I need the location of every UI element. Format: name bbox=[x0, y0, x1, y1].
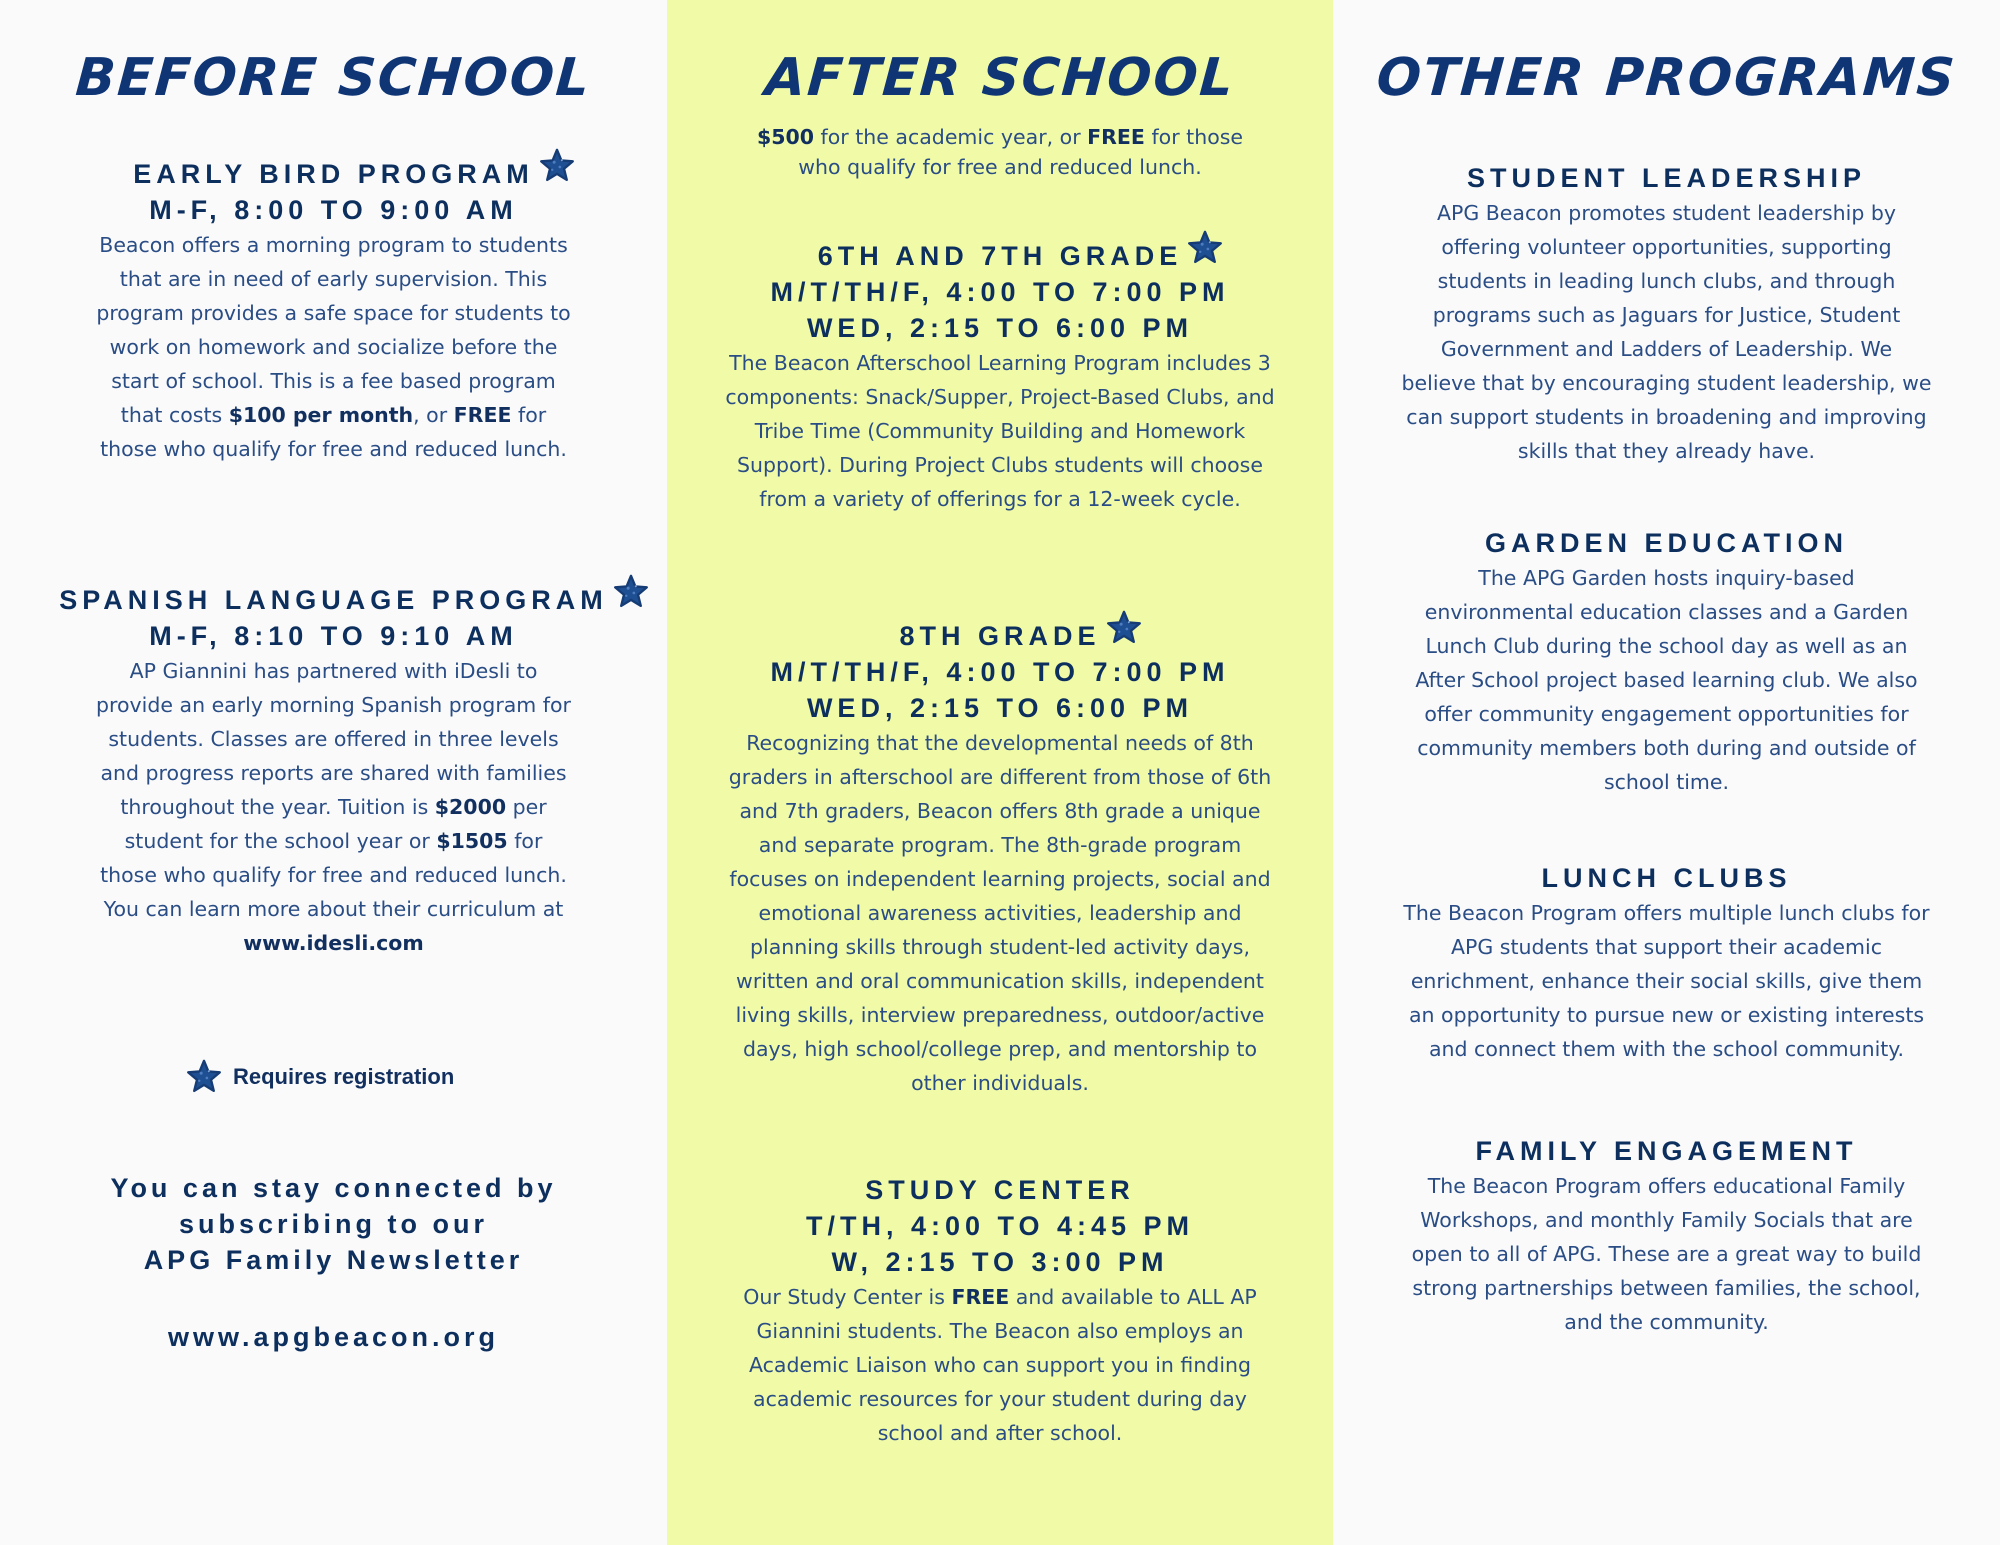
newsletter-line-3: APG Family Newsletter bbox=[143, 1245, 524, 1275]
registration-note bbox=[185, 1058, 454, 1096]
family-engagement-title: FAMILY ENGAGEMENT bbox=[1475, 1136, 1858, 1166]
spanish-section bbox=[0, 582, 667, 960]
family-engagement-section bbox=[1333, 1133, 2000, 1339]
grade-6-7-title: 6TH AND 7TH GRADE bbox=[817, 241, 1183, 271]
early-bird-title: EARLY BIRD PROGRAM bbox=[133, 159, 534, 189]
leadership-description: APG Beacon promotes student leadership by offering volunteer opportunities, supporting students in leading lunch clubs, and through programs such as Jaguars for Justice, Student Government and Ladders of Leadership. We believe that by encouraging student leadership, we can support students in broadening and improving skills that they already have. bbox=[1401, 201, 1932, 463]
column-other-programs bbox=[1333, 0, 2000, 1545]
spanish-description bbox=[94, 654, 574, 960]
early-bird-text-3: for those who qualify for free and reduced lunch. bbox=[100, 403, 567, 461]
after-school-title: AFTER SCHOOL bbox=[763, 48, 1237, 108]
spanish-title: SPANISH LANGUAGE PROGRAM bbox=[59, 585, 608, 615]
spanish-price-full: $2000 bbox=[434, 795, 507, 819]
garden-title: GARDEN EDUCATION bbox=[1485, 528, 1848, 558]
leadership-section bbox=[1333, 160, 2000, 468]
after-school-intro bbox=[740, 122, 1260, 182]
early-bird-text-2: , or bbox=[413, 403, 454, 427]
registration-star-icon bbox=[612, 573, 650, 611]
lunch-clubs-title: LUNCH CLUBS bbox=[1541, 863, 1792, 893]
newsletter-line-2: subscribing to our bbox=[178, 1209, 488, 1239]
spanish-price-reduced: $1505 bbox=[436, 829, 508, 853]
grade-8-time-2: WED, 2:15 TO 6:00 PM bbox=[806, 693, 1194, 723]
garden-section bbox=[1333, 525, 2000, 799]
lunch-clubs-section bbox=[1333, 860, 2000, 1066]
registration-star-icon bbox=[1186, 229, 1224, 267]
before-school-title: BEFORE SCHOOL bbox=[73, 48, 594, 108]
grade-8-time-1: M/T/TH/F, 4:00 TO 7:00 PM bbox=[770, 657, 1230, 687]
leadership-title: STUDENT LEADERSHIP bbox=[1466, 163, 1867, 193]
garden-description: The APG Garden hosts inquiry-based environmental education classes and a Garden Lunch Club during the school day as well as an After School project based learning club. We also offer community engagement opportunities for community members both during and outside of school time. bbox=[1415, 566, 1918, 794]
column-after-school bbox=[667, 0, 1333, 1545]
early-bird-section bbox=[0, 156, 667, 466]
grade-6-7-description: The Beacon Afterschool Learning Program includes 3 components: Snack/Supper, Project-Based Clubs, and Tribe Time (Community Building and Homework Support). During Project Clubs students will choose from a variety of offerings for a 12-week cycle. bbox=[725, 351, 1275, 511]
grade-6-7-time-1: M/T/TH/F, 4:00 TO 7:00 PM bbox=[770, 277, 1230, 307]
spanish-text-1: AP Giannini has partnered with iDesli to provide an early morning Spanish program for students. Classes are offered in three levels and progress reports are shared with families throughout the year. Tuition is bbox=[96, 659, 571, 819]
study-center-description bbox=[730, 1280, 1270, 1450]
grade-6-7-time-2: WED, 2:15 TO 6:00 PM bbox=[806, 313, 1194, 343]
intro-text-2: for those who qualify for free and reduced lunch. bbox=[798, 125, 1244, 179]
study-text-2: and available to ALL AP Giannini students. The Beacon also employs an Academic Liaison who can support you in finding academic resources for your student during day school and after school. bbox=[748, 1285, 1257, 1445]
early-bird-price: $100 per month bbox=[228, 403, 414, 427]
after-school-free: FREE bbox=[1087, 125, 1145, 149]
column-before-school bbox=[0, 0, 667, 1545]
study-center-section bbox=[667, 1172, 1333, 1450]
star-icon bbox=[185, 1058, 223, 1096]
study-text-1: Our Study Center is bbox=[743, 1285, 952, 1309]
website-link[interactable]: www.apgbeacon.org bbox=[167, 1322, 500, 1352]
newsletter-line-1: You can stay connected by bbox=[110, 1173, 557, 1203]
study-center-time-2: W, 2:15 TO 3:00 PM bbox=[831, 1247, 1169, 1277]
grade-8-section bbox=[667, 618, 1333, 1100]
registration-star-icon bbox=[1105, 609, 1143, 647]
other-programs-title: OTHER PROGRAMS bbox=[1374, 48, 1959, 108]
grade-8-description: Recognizing that the developmental needs of 8th graders in afterschool are different from those of 6th and 7th graders, Beacon offers 8th grade a unique and separate program. The 8th-grade program focuses on independent learning projects, social and emotional awareness activities, leadership and planning skills through student-led activity days, written and oral communication skills, independent living skills, interview preparedness, outdoor/active days, high school/college prep, and mentorship to other individuals. bbox=[728, 731, 1272, 1095]
family-engagement-description: The Beacon Program offers educational Family Workshops, and monthly Family Socials that are open to all of APG. These are a great way to build strong partnerships between families, the school, and the community. bbox=[1411, 1174, 1922, 1334]
early-bird-description bbox=[94, 228, 574, 466]
grade-6-7-section bbox=[667, 238, 1333, 516]
early-bird-text-1: Beacon offers a morning program to students that are in need of early supervision. This program provides a safe space for students to work on homework and socialize before the start of school. This is a fee based program that costs bbox=[96, 233, 571, 427]
registration-star-icon bbox=[538, 147, 576, 185]
registration-note-text: Requires registration bbox=[233, 1064, 455, 1089]
early-bird-time: M-F, 8:00 TO 9:00 AM bbox=[149, 195, 518, 225]
study-center-title: STUDY CENTER bbox=[865, 1175, 1135, 1205]
spanish-text-3: for those who qualify for free and reduced lunch. You can learn more about their curriculum at bbox=[100, 829, 567, 921]
after-school-price: $500 bbox=[756, 125, 815, 149]
study-center-time-1: T/TH, 4:00 TO 4:45 PM bbox=[805, 1211, 1195, 1241]
spanish-time: M-F, 8:10 TO 9:10 AM bbox=[149, 621, 518, 651]
grade-8-title: 8TH GRADE bbox=[899, 621, 1101, 651]
lunch-clubs-description: The Beacon Program offers multiple lunch clubs for APG students that support their academic enrichment, enhance their social skills, give them an opportunity to pursue new or existing interests and connect them with the school community. bbox=[1403, 901, 1930, 1061]
newsletter-message bbox=[0, 1170, 667, 1278]
early-bird-free: FREE bbox=[453, 403, 512, 427]
spanish-text-2: per student for the school year or bbox=[124, 795, 547, 853]
intro-text-1: for the academic year, or bbox=[814, 125, 1088, 149]
study-free: FREE bbox=[951, 1285, 1010, 1309]
idesli-link[interactable]: www.idesli.com bbox=[243, 931, 424, 955]
